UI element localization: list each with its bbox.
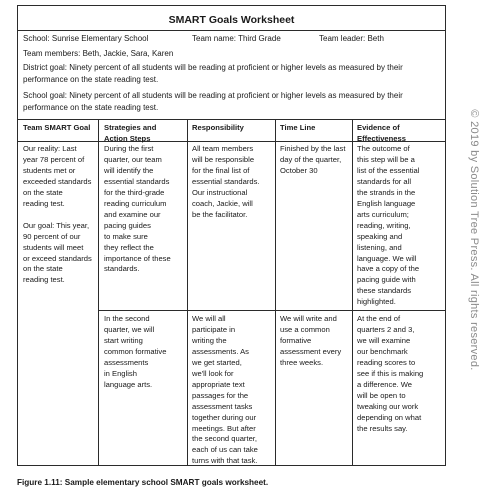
team-leader: Team leader: Beth (319, 34, 384, 43)
evidence-cell: At the end of quarters 2 and 3, we will examine our benchmark reading scores to see if this is making a difference. We will be open to tweaking our work depending on what the results say. (357, 314, 424, 433)
district-goal: District goal: Ninety percent of all students will be reading at proficient or higher levels as measured by their performance on the state reading test. (23, 63, 403, 84)
worksheet-title: SMART Goals Worksheet (168, 14, 295, 26)
header-responsibility: Responsibility (192, 123, 244, 132)
title-divider (18, 30, 445, 31)
strategies-cell: During the first quarter, our team will identify the essential standards for the third-grade reading curriculum and examine our pacing guides to make sure they reflect the importance of these standards. (104, 144, 171, 274)
column-divider (98, 119, 99, 465)
responsibility-cell: All team members will be responsible for the final list of essential standards. Our instructional coach, Jackie, will be the facilitator. (192, 144, 260, 219)
team-goal-cell: Our reality: Last year 78 percent of students met or exceeded standards on the state reading test. Our goal: This year, 90 percent of our students will meet or exceed standards on the state reading test. (23, 144, 92, 285)
responsibility-cell: We will all participate in writing the assessments. As we get started, we'll look for appropriate text passages for the assessment tasks together during our meetings. But after the second quarter, each of us can take turns with that task. (192, 314, 258, 466)
team-members: Team members: Beth, Jackie, Sara, Karen (23, 49, 174, 58)
copyright-text: © 2019 by Solution Tree Press. All rights reserved. (468, 109, 480, 371)
evidence-cell: The outcome of this step will be a list of the essential standards for all the strands in the English language arts curriculum; reading, writing, speaking and listening, and language. We will have a copy of the pacing guide with these standards highlighted. (357, 144, 420, 307)
header-time-line: Time Line (280, 123, 316, 132)
row-divider (98, 310, 445, 311)
header-strategies: Strategies and Action Steps (104, 123, 157, 143)
school-name: School: Sunrise Elementary School (23, 34, 149, 43)
column-divider (352, 119, 353, 465)
smart-goals-worksheet (17, 5, 446, 466)
time-line-cell: We will write and use a common formative assessment every three weeks. (280, 314, 342, 367)
column-divider (275, 119, 276, 465)
school-goal: School goal: Ninety percent of all students will be reading at proficient or higher levels as measured by their performance on the state reading test. (23, 91, 403, 112)
header-evidence: Evidence of Effectiveness (357, 123, 406, 143)
strategies-cell: In the second quarter, we will start writing common formative assessments in English language arts. (104, 314, 167, 389)
header-team-goal: Team SMART Goal (23, 123, 91, 132)
table-top-border (18, 119, 445, 120)
team-name: Team name: Third Grade (192, 34, 281, 43)
figure-caption: Figure 1.11: Sample elementary school SMART goals worksheet. (17, 478, 269, 487)
column-divider (187, 119, 188, 465)
time-line-cell: Finished by the last day of the quarter, October 30 (280, 144, 346, 175)
